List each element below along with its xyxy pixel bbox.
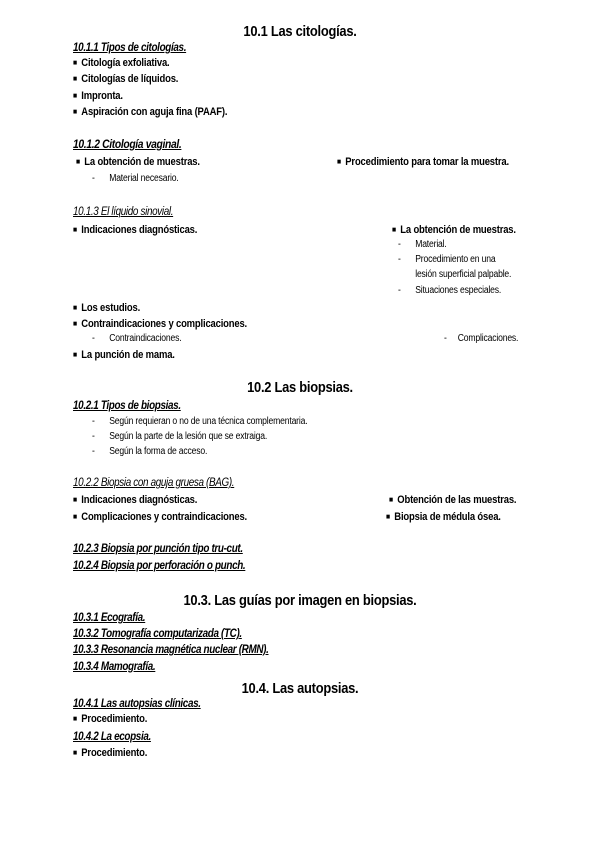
subsection-title: 10.3.1 Ecografía.: [73, 612, 146, 624]
list-item: ■ Indicaciones diagnósticas.: [73, 494, 197, 506]
subsection-title: 10.2.3 Biopsia por punción tipo tru-cut.: [73, 543, 243, 555]
list-item: ■ La obtención de muestras.: [76, 156, 200, 168]
list-subitem: - Según la parte de la lesión que se extraiga.: [92, 431, 268, 442]
subsection-title: 10.1.2 Citología vaginal.: [73, 137, 182, 151]
list-item: ■ Biopsia de médula ósea.: [386, 511, 501, 523]
list-item: ■ Procedimiento.: [73, 747, 147, 759]
list-item: ■ Impronta.: [73, 90, 123, 102]
subsection-title: 10.3.4 Mamografía.: [73, 661, 156, 673]
section-title: 10.2 Las biopsias.: [247, 379, 353, 396]
list-subitem: lesión superficial palpable.: [415, 269, 512, 280]
list-item: ■ Los estudios.: [73, 302, 140, 314]
list-item: ■ Aspiración con aguja fina (PAAF).: [73, 106, 227, 118]
list-item: ■ La punción de mama.: [73, 349, 175, 361]
list-subitem: - Complicaciones.: [444, 333, 519, 344]
subsection-title: 10.4.2 La ecopsia.: [73, 731, 151, 743]
list-item: ■ Complicaciones y contraindicaciones.: [73, 511, 247, 523]
list-item: ■ La obtención de muestras.: [392, 224, 516, 236]
list-subitem: - Situaciones especiales.: [398, 285, 502, 296]
list-subitem: - Contraindicaciones.: [92, 333, 182, 344]
subsection-title: 10.3.3 Resonancia magnética nuclear (RMN).: [73, 644, 269, 656]
subsection-title: 10.2.4 Biopsia por perforación o punch.: [73, 560, 246, 572]
list-item: ■ Contraindicaciones y complicaciones.: [73, 318, 247, 330]
list-item: ■ Obtención de las muestras.: [389, 494, 516, 506]
subsection-title: 10.1.3 El líquido sinovial.: [73, 206, 174, 218]
section-title: 10.1 Las citologías.: [243, 23, 357, 40]
list-item: ■ Procedimiento para tomar la muestra.: [337, 156, 509, 168]
list-subitem: - Procedimiento en una: [398, 254, 496, 265]
section-title: 10.3. Las guías por imagen en biopsias.: [183, 592, 417, 609]
list-subitem: - Material.: [398, 239, 447, 250]
list-item: ■ Indicaciones diagnósticas.: [73, 224, 197, 236]
list-item: ■ Procedimiento.: [73, 713, 147, 725]
list-item: ■ Citología exfoliativa.: [73, 57, 170, 69]
subsection-title: 10.2.1 Tipos de biopsias.: [73, 400, 181, 412]
subsection-title: 10.1.1 Tipos de citologías.: [73, 42, 187, 54]
subsection-title: 10.2.2 Biopsia con aguja gruesa (BAG).: [73, 477, 235, 489]
list-item: ■ Citologías de líquidos.: [73, 73, 178, 85]
list-subitem: - Según la forma de acceso.: [92, 446, 208, 457]
subsection-title: 10.4.1 Las autopsias clínicas.: [73, 698, 201, 710]
subsection-title: 10.3.2 Tomografía computarizada (TC).: [73, 628, 242, 640]
section-title: 10.4. Las autopsias.: [241, 680, 359, 697]
list-subitem: - Material necesario.: [92, 173, 179, 184]
list-subitem: - Según requieran o no de una técnica complementaria.: [92, 416, 308, 427]
